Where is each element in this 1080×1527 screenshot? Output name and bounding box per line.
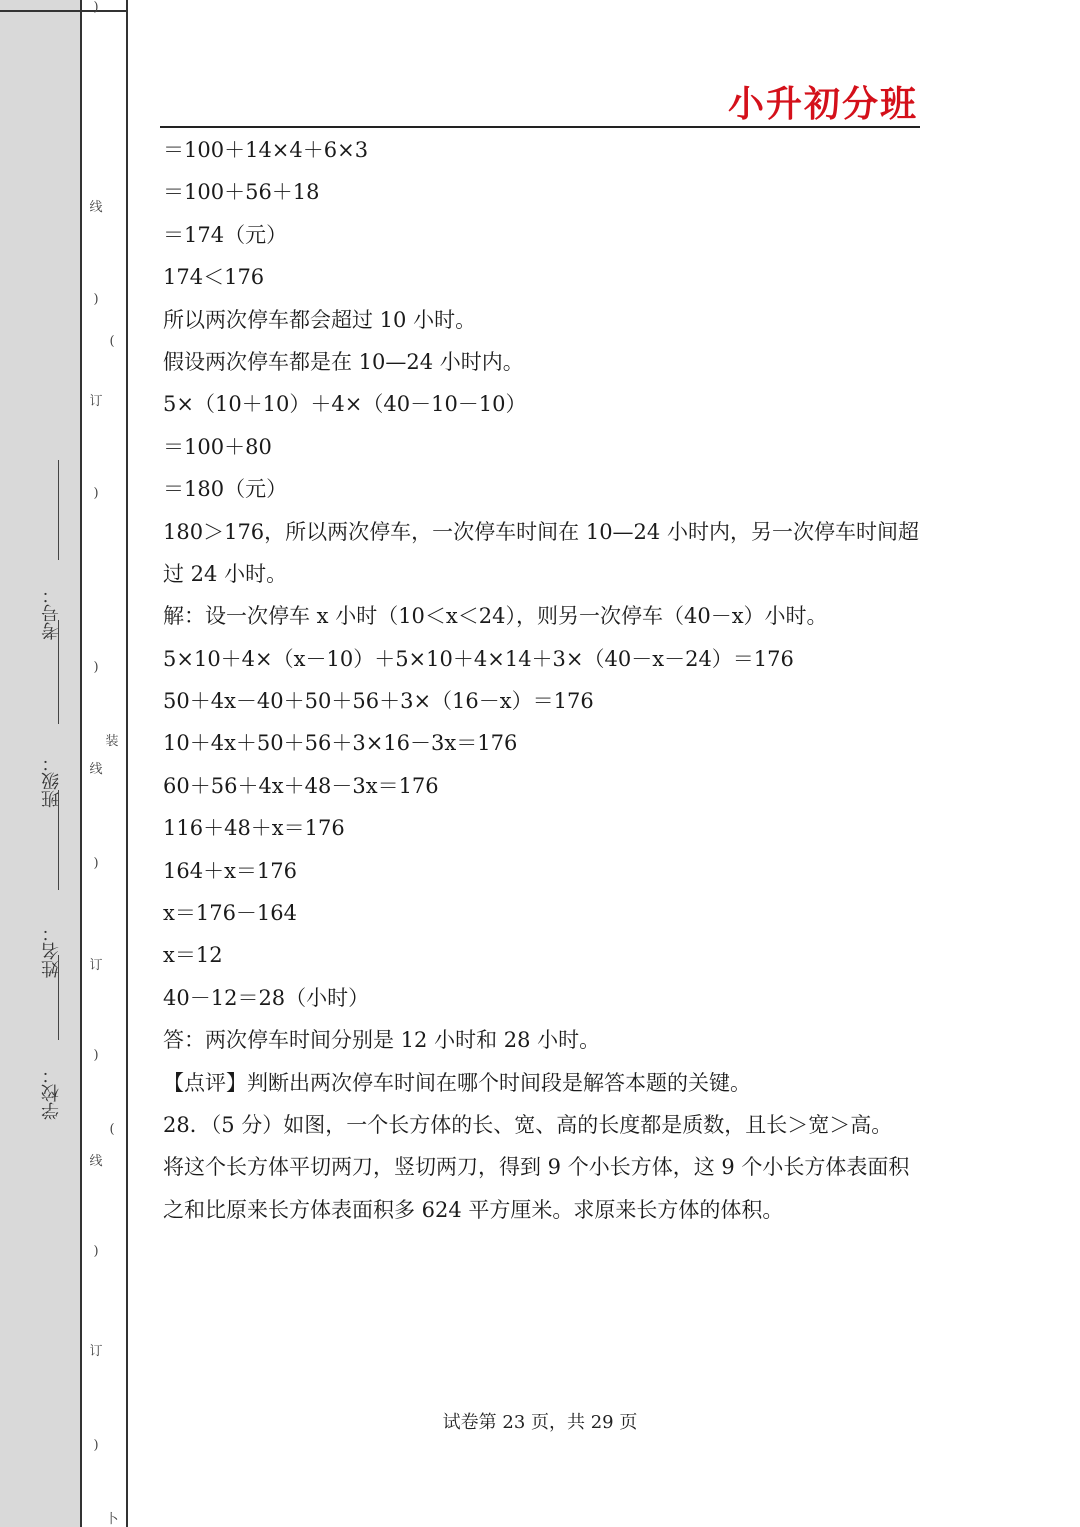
- header-rule: [160, 126, 920, 128]
- solution-line: 40－12＝28（小时）: [163, 985, 370, 1010]
- solution-body: [163, 129, 923, 1231]
- solution-line: ＝100＋56＋18: [163, 180, 320, 205]
- page-footer: 试卷第 23 页，共 29 页: [442, 1412, 638, 1433]
- solution-line: 10＋4x＋50＋56＋3×16－3x＝176: [163, 731, 518, 756]
- solution-line: 60＋56＋4x＋48－3x＝176: [163, 773, 439, 798]
- seal-mark: ): [93, 1438, 99, 1453]
- solution-line: x＝176－164: [163, 901, 298, 926]
- solution-line: ＝100＋80: [163, 434, 272, 459]
- solution-line: ＝180（元）: [163, 477, 288, 502]
- question-line: 之和比原来长方体表面积多 624 平方厘米。求原来长方体的体积。: [163, 1197, 784, 1222]
- solution-line: x＝12: [163, 943, 223, 968]
- name-label: 姓名：: [41, 924, 62, 978]
- brand-title: 小升初分班: [727, 84, 918, 125]
- seal-mark: ): [93, 1048, 99, 1063]
- name-line: [58, 790, 59, 890]
- question-line: 将这个长方体平切两刀，竖切两刀，得到 9 个小长方体，这 9 个小长方体表面积: [163, 1155, 910, 1180]
- solution-line: ＝174（元）: [163, 222, 288, 247]
- class-label: 班级：: [41, 754, 62, 808]
- solution-line: 假设两次停车都是在 10—24 小时内。: [163, 349, 524, 374]
- exam-number-label: 考号：: [41, 586, 62, 640]
- seal-mark: ): [93, 292, 99, 307]
- school-label: 学校：: [41, 1066, 62, 1120]
- class-line: [58, 620, 59, 724]
- seal-mark: 订: [89, 1344, 103, 1359]
- solution-line: 180＞176，所以两次停车，一次停车时间在 10—24 小时内，另一次停车时间超: [163, 519, 919, 544]
- solution-line: 50＋4x－40＋50＋56＋3×（16－x）＝176: [163, 689, 594, 714]
- solution-line: 解：设一次停车 x 小时（10＜x＜24），则另一次停车（40－x）小时。: [163, 604, 828, 629]
- seal-mark: ): [93, 1244, 99, 1259]
- school-line: [58, 955, 59, 1040]
- seal-mark: 卜: [105, 1512, 119, 1527]
- seal-mark: ): [93, 660, 99, 675]
- solution-line: 5×10＋4×（x－10）＋5×10＋4×14＋3×（40－x－24）＝176: [163, 646, 794, 671]
- solution-line: 所以两次停车都会超过 10 小时。: [163, 307, 477, 332]
- seal-mark: 装: [105, 734, 119, 749]
- binding-top-rule: [0, 10, 126, 12]
- seal-mark: 订: [89, 958, 103, 973]
- comment-line: 【点评】判断出两次停车时间在哪个时间段是解答本题的关键。: [163, 1070, 751, 1095]
- solution-line: 5×（10＋10）＋4×（40－10－10）: [163, 392, 527, 417]
- solution-line: ＝100＋14×4＋6×3: [163, 138, 369, 162]
- exam-number-line: [58, 460, 59, 560]
- solution-line: 过 24 小时。: [163, 561, 288, 586]
- question-line: 28．（5 分）如图，一个长方体的长、宽、高的长度都是质数，且长＞宽＞高。: [163, 1112, 893, 1137]
- answer-line: 答：两次停车时间分别是 12 小时和 28 小时。: [163, 1028, 601, 1053]
- seal-mark: 线: [89, 762, 103, 777]
- solution-line: 164＋x＝176: [163, 858, 298, 883]
- seal-mark: 线: [89, 200, 103, 215]
- seal-mark: ): [93, 0, 99, 15]
- seal-mark: (: [109, 1122, 115, 1137]
- seal-mark: 订: [89, 394, 103, 409]
- seal-mark: (: [109, 334, 115, 349]
- solution-line: 116＋48＋x＝176: [163, 816, 345, 841]
- seal-mark: ): [93, 486, 99, 501]
- seal-mark: 线: [89, 1154, 103, 1169]
- seal-mark: ): [93, 856, 99, 871]
- solution-line: 174＜176: [163, 265, 265, 290]
